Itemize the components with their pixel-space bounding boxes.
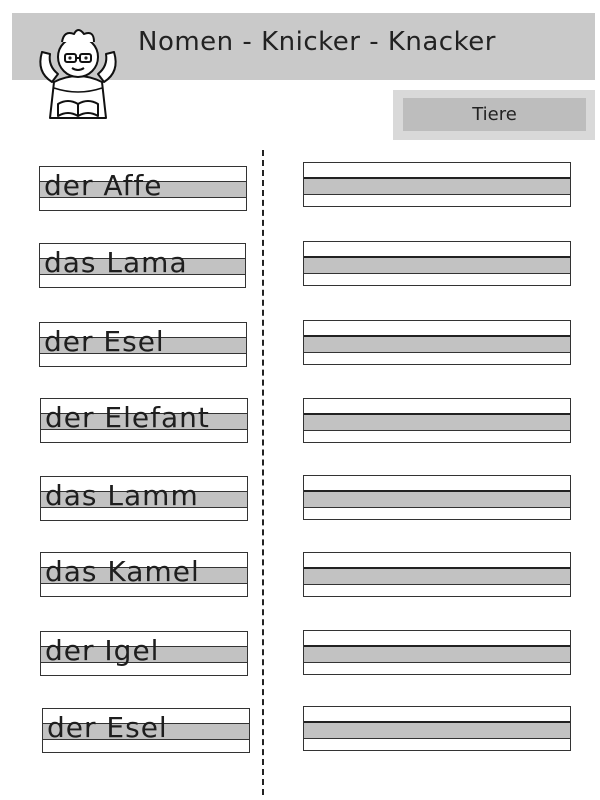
answer-line[interactable] xyxy=(303,552,571,597)
writing-band xyxy=(304,567,570,585)
writing-band xyxy=(304,177,570,195)
word-line xyxy=(39,166,247,211)
noun-word: der Affe xyxy=(44,169,163,202)
fold-line xyxy=(262,150,264,795)
worksheet-title: Nomen - Knicker - Knacker xyxy=(138,27,496,57)
answer-line[interactable] xyxy=(303,630,571,675)
writing-band xyxy=(304,490,570,508)
answer-line[interactable] xyxy=(303,320,571,365)
word-line xyxy=(40,552,248,597)
noun-word: der Elefant xyxy=(45,401,210,434)
noun-word: der Igel xyxy=(45,634,160,667)
writing-band xyxy=(304,413,570,431)
noun-word: das Kamel xyxy=(45,555,200,588)
reading-child-icon xyxy=(28,22,128,122)
answer-line[interactable] xyxy=(303,398,571,443)
answer-line[interactable] xyxy=(303,162,571,207)
noun-word: das Lamm xyxy=(45,479,199,512)
writing-band xyxy=(304,721,570,739)
noun-word: das Lama xyxy=(44,246,188,279)
word-line xyxy=(39,322,247,367)
writing-band xyxy=(304,256,570,274)
answer-line[interactable] xyxy=(303,241,571,286)
word-line xyxy=(40,631,248,676)
writing-band xyxy=(304,645,570,663)
word-line xyxy=(40,476,248,521)
word-line xyxy=(40,398,248,443)
answer-line[interactable] xyxy=(303,706,571,751)
noun-word: der Esel xyxy=(44,325,165,358)
word-line xyxy=(39,243,246,288)
word-line xyxy=(42,708,250,753)
writing-band xyxy=(304,335,570,353)
answer-line[interactable] xyxy=(303,475,571,520)
category-label: Tiere xyxy=(472,104,517,125)
noun-word: der Esel xyxy=(47,711,168,744)
